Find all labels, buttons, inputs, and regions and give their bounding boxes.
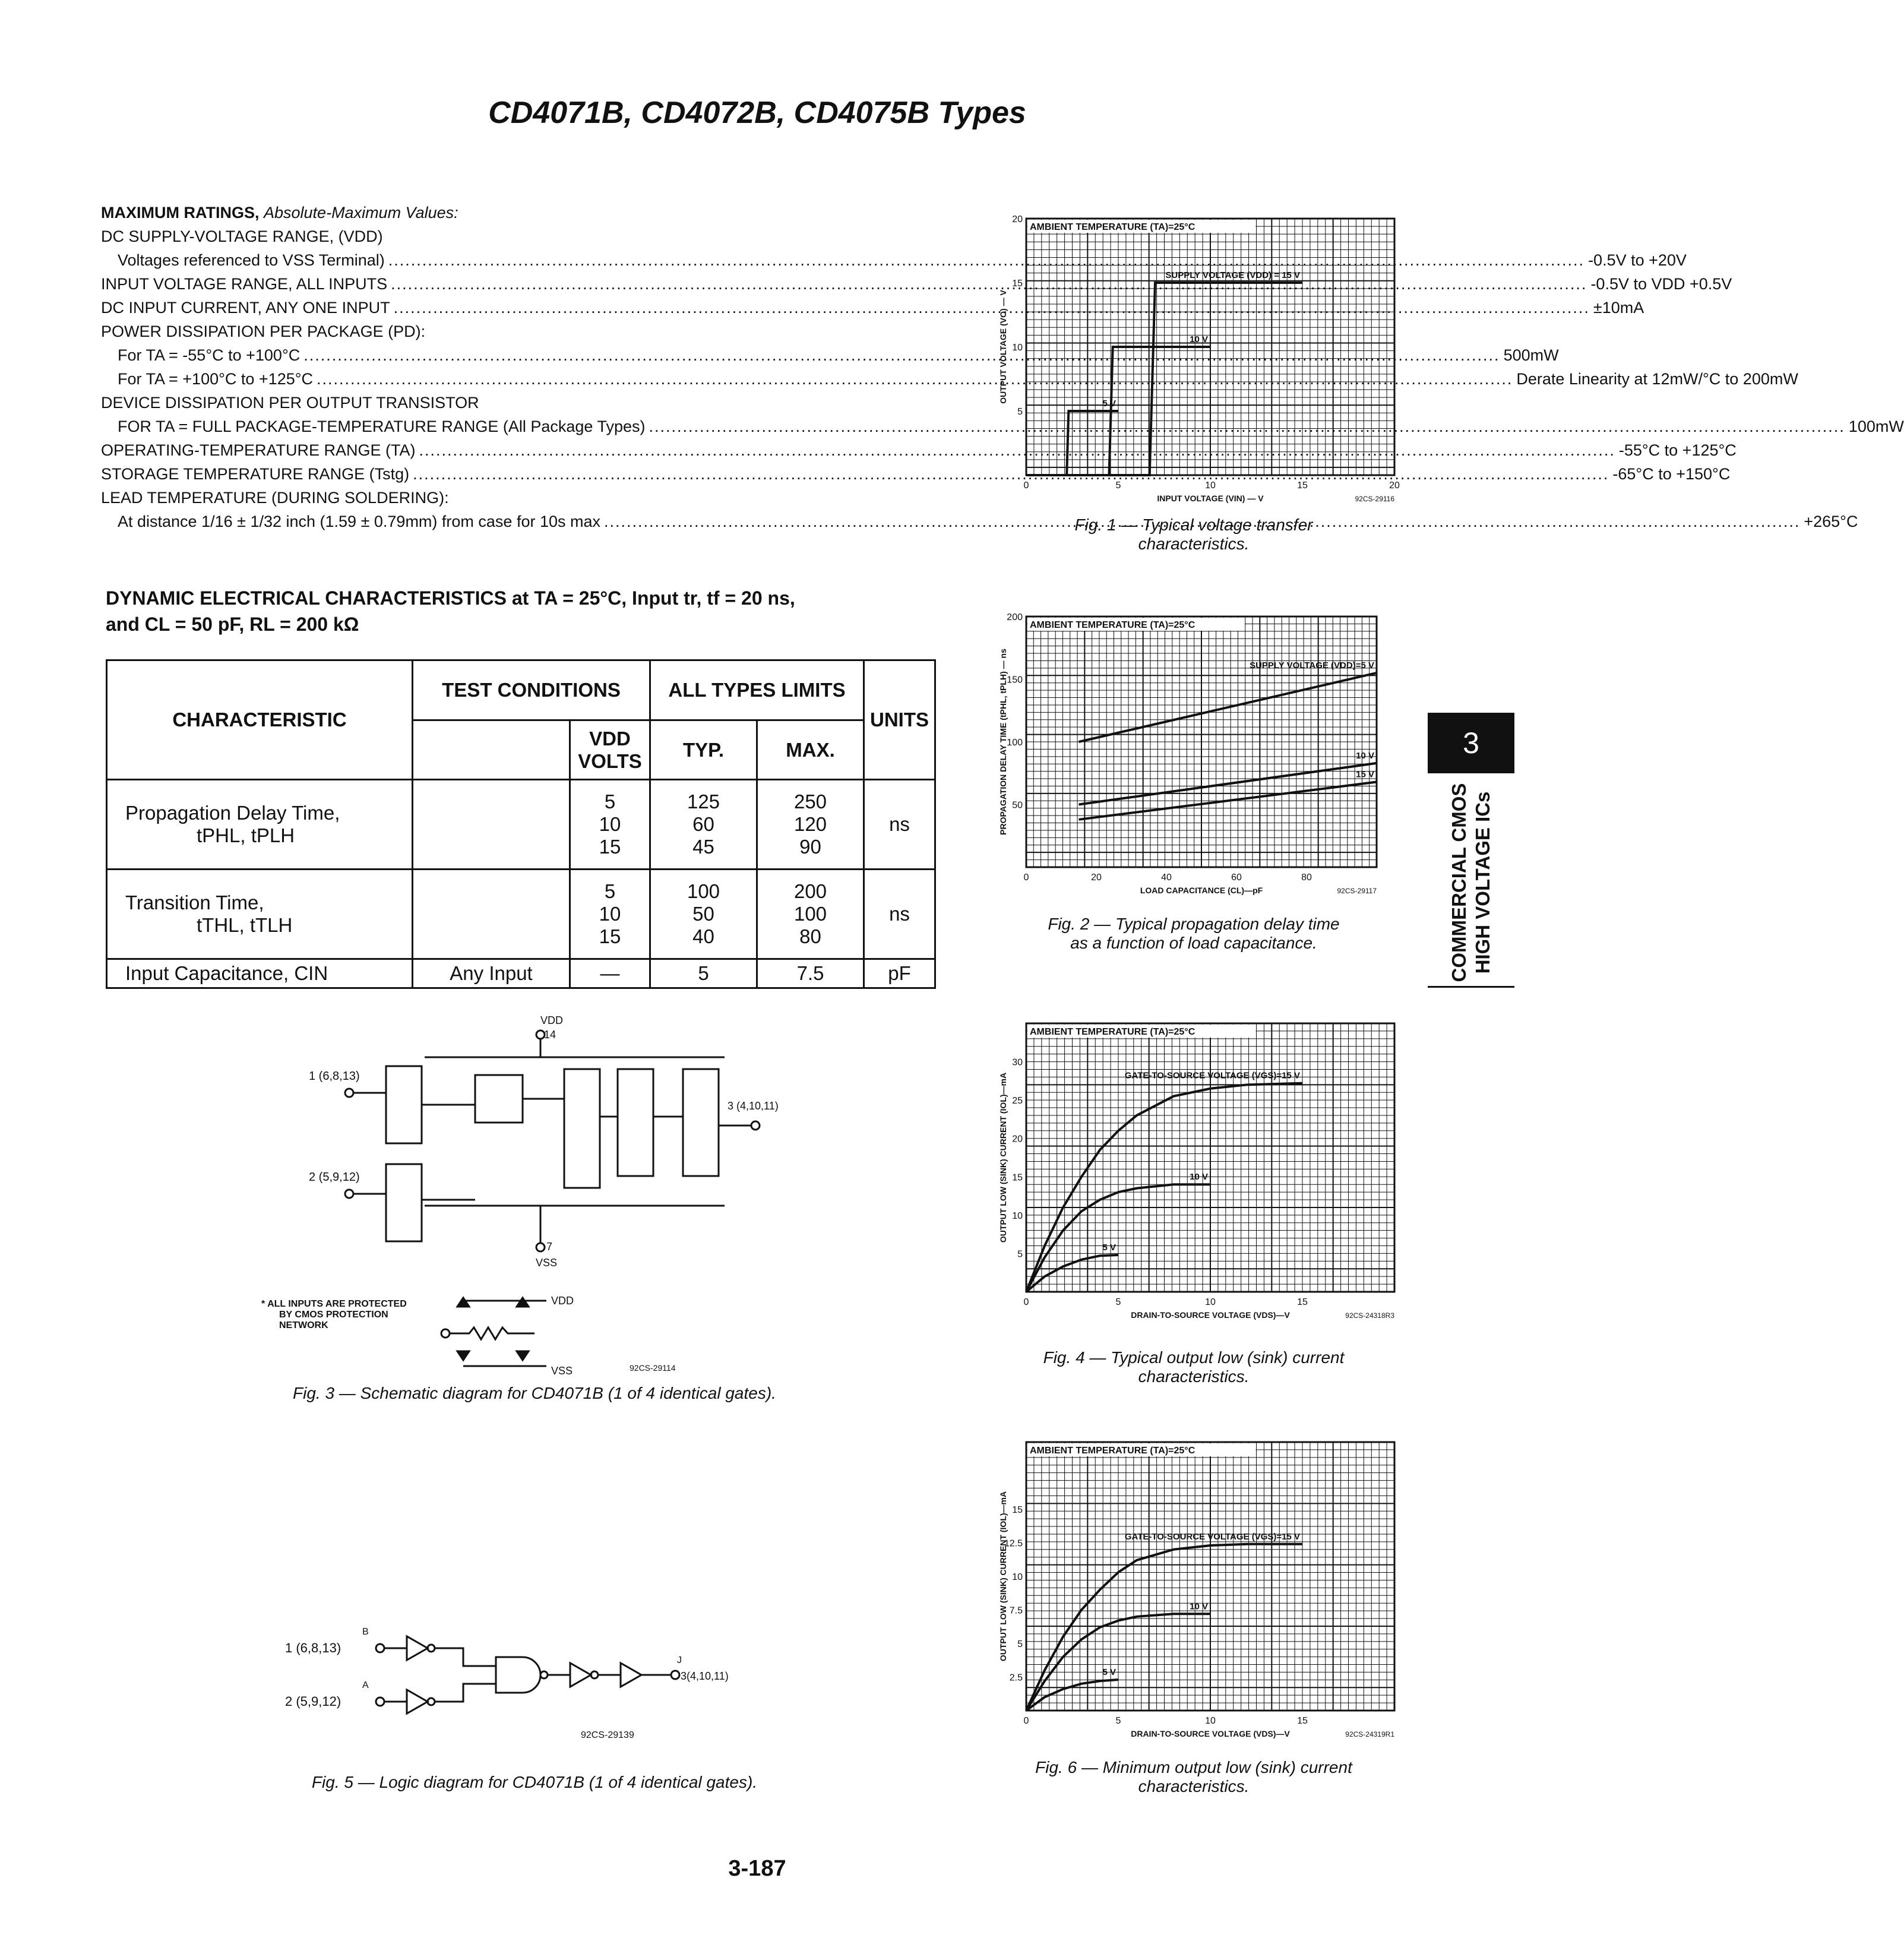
fig3-note-line2: BY CMOS PROTECTION	[279, 1310, 388, 1320]
y-tick-label: 5	[1017, 1249, 1023, 1260]
fig1-caption-line2: characteristics.	[1138, 535, 1250, 553]
col-typ: TYP.	[650, 720, 757, 780]
y-tick-label: 12.5	[1004, 1538, 1023, 1549]
cell-characteristic	[107, 870, 413, 959]
y-tick-label: 10	[1012, 1572, 1023, 1582]
cell-characteristic-text: Propagation Delay Time,	[125, 802, 340, 824]
rating-label: OPERATING-TEMPERATURE RANGE (TA)	[101, 441, 416, 459]
fig3-vdd-label: VDD	[540, 1014, 564, 1026]
fig5-input2-terminal	[376, 1697, 384, 1706]
rating-label: For TA = +100°C to +125°C	[118, 370, 314, 388]
cell-units	[864, 780, 935, 870]
table-row	[107, 870, 935, 959]
section-number: 3	[1428, 713, 1514, 773]
series-label: 15 V	[1356, 769, 1374, 780]
table-row	[107, 959, 935, 988]
figure-code: 92CS-24319R1	[1345, 1730, 1394, 1738]
x-tick-label: 10	[1205, 480, 1216, 491]
cell-typ-text: 50	[692, 903, 714, 925]
col-vdd-volts: VDD VOLTS	[570, 720, 650, 780]
fig3-prot-vss: VSS	[551, 1365, 573, 1377]
fig6-caption-line1: Fig. 6 — Minimum output low (sink) current	[1035, 1758, 1352, 1776]
fig3-schematic	[261, 1010, 831, 1414]
rating-label: LEAD TEMPERATURE (DURING SOLDERING):	[101, 489, 449, 507]
fig5-buffer	[621, 1663, 641, 1687]
fig1-chart	[991, 214, 1400, 523]
cell-units	[864, 959, 935, 988]
x-tick-label: 5	[1115, 1716, 1121, 1726]
cell-typ	[650, 780, 757, 870]
x-tick-label: 10	[1205, 1297, 1216, 1307]
rating-value: ±10mA	[1593, 299, 1644, 317]
fig1-caption-line1: Fig. 1 — Typical voltage transfer	[1074, 516, 1313, 534]
fig1-caption	[1004, 516, 1384, 554]
y-axis-label: OUTPUT LOW (SINK) CURRENT (IOL)—mA	[998, 1072, 1008, 1243]
cell-units-text: pF	[888, 962, 911, 984]
rating-value: Derate Linearity at 12mW/°C to 200mW	[1516, 370, 1798, 388]
x-tick-label: 0	[1023, 480, 1029, 491]
x-tick-label: 0	[1023, 1716, 1029, 1726]
y-tick-label: 150	[1007, 675, 1023, 685]
rating-label: Voltages referenced to VSS Terminal)	[118, 251, 385, 269]
rating-leader-dots	[388, 248, 1584, 272]
section-line1: COMMERCIAL CMOS	[1448, 783, 1470, 982]
cell-vdd	[570, 870, 650, 959]
x-tick-label: 60	[1231, 872, 1242, 883]
rating-line	[101, 391, 956, 415]
x-axis-label: DRAIN-TO-SOURCE VOLTAGE (VDS)—V	[1131, 1729, 1290, 1738]
cell-max-text: 120	[793, 813, 827, 835]
cell-vdd	[570, 780, 650, 870]
y-axis-label: PROPAGATION DELAY TIME (tPHL, tPLH) — ns	[998, 649, 1008, 835]
fig5-wire-3	[435, 1648, 496, 1666]
rating-line	[101, 343, 1559, 367]
x-tick-label: 15	[1297, 1297, 1308, 1307]
rating-line	[101, 415, 1904, 438]
fig2-chart	[991, 612, 1383, 915]
rating-value: 100mW	[1848, 418, 1904, 435]
x-tick-label: 20	[1389, 480, 1400, 491]
fig6-caption-line2: characteristics.	[1138, 1777, 1250, 1795]
x-tick-label: 5	[1115, 1297, 1121, 1307]
rating-line	[101, 225, 956, 248]
fig5-output: 3(4,10,11)	[681, 1670, 729, 1682]
y-tick-label: 100	[1007, 738, 1023, 748]
fig3-output-terminal	[751, 1121, 760, 1130]
x-tick-label: 20	[1091, 872, 1102, 883]
fig3-prot-diode-2	[517, 1298, 529, 1307]
y-tick-label: 10	[1012, 343, 1023, 353]
figure-code: 92CS-29116	[1355, 495, 1394, 503]
cell-typ	[650, 870, 757, 959]
rating-line	[101, 486, 956, 510]
fig2-caption-line2: as a function of load capacitance.	[1070, 934, 1317, 952]
figure-code: 92CS-24318R3	[1345, 1311, 1394, 1320]
rating-value: -0.5V to VDD +0.5V	[1590, 275, 1732, 293]
fig3-stage2	[564, 1069, 600, 1188]
fig3-prot-resistor	[450, 1327, 534, 1339]
fig6-chart	[991, 1437, 1400, 1758]
col-units: UNITS	[864, 660, 935, 780]
fig5-nand-gate	[496, 1657, 540, 1693]
cell-vdd-text: 15	[599, 836, 621, 858]
cell-characteristic-text: Input Capacitance, CIN	[125, 962, 328, 984]
y-tick-label: 2.5	[1009, 1673, 1023, 1683]
series-label: 10 V	[1190, 1601, 1208, 1612]
fig6-caption	[1004, 1758, 1384, 1796]
chart-title: AMBIENT TEMPERATURE (TA)=25°C	[1030, 1446, 1195, 1456]
x-axis-label: DRAIN-TO-SOURCE VOLTAGE (VDS)—V	[1131, 1310, 1290, 1320]
rating-leader-dots	[391, 272, 1587, 296]
fig3-input-stage-b	[386, 1164, 422, 1241]
fig3-vss-terminal	[536, 1243, 545, 1251]
table-row	[107, 780, 935, 870]
y-tick-label: 5	[1017, 407, 1023, 417]
fig3-pin14: 14	[544, 1029, 556, 1041]
fig5-label-j: J	[677, 1655, 682, 1665]
fig3-pin7: 7	[546, 1241, 553, 1253]
rating-value: -65°C to +150°C	[1612, 465, 1731, 483]
y-tick-label: 25	[1012, 1096, 1023, 1107]
rating-value: +265°C	[1804, 513, 1858, 530]
fig4-caption-line2: characteristics.	[1138, 1367, 1250, 1386]
ratings-heading	[101, 201, 956, 225]
rating-label: At distance 1/16 ± 1/32 inch (1.59 ± 0.79mm) from case for 10s max	[118, 513, 601, 530]
cell-vdd-text: 5	[604, 791, 616, 813]
cell-max-text: 7.5	[796, 962, 824, 984]
cell-typ-text: 60	[692, 813, 714, 835]
fig5-input1: 1 (6,8,13)	[285, 1640, 341, 1655]
col-characteristic: CHARACTERISTIC	[107, 660, 413, 780]
x-tick-label: 0	[1023, 1297, 1029, 1307]
series-label: 5 V	[1102, 1243, 1116, 1253]
rating-line	[101, 320, 956, 343]
x-tick-label: 15	[1297, 480, 1308, 491]
x-tick-label: 40	[1161, 872, 1172, 883]
fig4-caption	[1004, 1348, 1384, 1386]
series-label: 10 V	[1190, 1172, 1208, 1183]
cell-condition-text: Any Input	[450, 962, 533, 984]
fig3-prot-input	[441, 1329, 450, 1338]
cell-vdd-text: 15	[599, 925, 621, 947]
col-max: MAX.	[757, 720, 864, 780]
cell-symbol: tPHL, tPLH	[197, 824, 295, 846]
cell-symbol: tTHL, tTLH	[197, 914, 293, 936]
series-label: 5 V	[1102, 399, 1116, 409]
y-tick-label: 15	[1012, 279, 1023, 289]
series-label: 10 V	[1190, 334, 1208, 344]
cell-condition	[413, 780, 570, 870]
cell-typ-text: 100	[687, 880, 720, 902]
fig3-prot-vdd: VDD	[551, 1295, 574, 1307]
cell-condition	[413, 959, 570, 988]
fig4-chart	[991, 1019, 1400, 1339]
cell-typ-text: 45	[692, 836, 714, 858]
rating-value: -55°C to +125°C	[1618, 441, 1737, 459]
dynamic-heading-line2: and CL = 50 pF, RL = 200 kΩ	[106, 614, 359, 635]
x-axis-label: LOAD CAPACITANCE (CL)—pF	[1140, 886, 1263, 895]
cell-vdd-text: 10	[599, 903, 621, 925]
fig5-output-terminal	[671, 1671, 679, 1679]
figure-code: 92CS-29117	[1337, 887, 1377, 895]
fig3-code: 92CS-29114	[630, 1363, 676, 1373]
x-tick-label: 5	[1115, 480, 1121, 491]
fig3-input1-terminal	[345, 1089, 353, 1097]
y-tick-label: 30	[1012, 1057, 1023, 1068]
fig3-input1-label: 1 (6,8,13)	[309, 1070, 360, 1083]
series-label: 5 V	[1102, 1667, 1116, 1678]
y-axis-label: OUTPUT LOW (SINK) CURRENT (IOL)—mA	[998, 1491, 1008, 1662]
section-side-text	[1447, 783, 1495, 982]
y-tick-label: 15	[1012, 1505, 1023, 1515]
fig3-prot-diode-3	[457, 1351, 469, 1360]
cell-condition	[413, 870, 570, 959]
fig5-caption: Fig. 5 — Logic diagram for CD4071B (1 of 4 identical gates).	[311, 1773, 758, 1791]
fig3-vdd-terminal	[536, 1030, 545, 1039]
page-title: CD4071B, CD4072B, CD4075B Types	[488, 96, 1026, 130]
series-line	[1079, 763, 1377, 805]
cell-vdd-text: —	[600, 962, 620, 984]
fig5-wire-4	[435, 1684, 496, 1702]
y-tick-label: 15	[1012, 1172, 1023, 1183]
fig3-prot-diode-4	[517, 1351, 529, 1360]
fig4-caption-line1: Fig. 4 — Typical output low (sink) current	[1043, 1348, 1345, 1367]
series-label: 10 V	[1356, 750, 1374, 761]
section-side-label	[1428, 779, 1514, 988]
series-label: SUPPLY VOLTAGE (VDD) = 15 V	[1165, 270, 1300, 280]
cell-max	[757, 870, 864, 959]
rating-label: DEVICE DISSIPATION PER OUTPUT TRANSISTOR	[101, 394, 479, 412]
col-all-types-limits: ALL TYPES LIMITS	[650, 660, 864, 720]
chart-title: AMBIENT TEMPERATURE (TA)=25°C	[1030, 222, 1195, 232]
fig5-label-a: A	[362, 1680, 369, 1690]
x-tick-label: 0	[1023, 872, 1029, 883]
y-axis-label: OUTPUT VOLTAGE (VO) — V	[998, 290, 1008, 404]
cell-units	[864, 870, 935, 959]
dynamic-heading-line1: DYNAMIC ELECTRICAL CHARACTERISTICS at TA = 25°C, Input tr, tf = 20 ns,	[106, 587, 795, 609]
rating-label: INPUT VOLTAGE RANGE, ALL INPUTS	[101, 275, 388, 293]
col-test-conditions: TEST CONDITIONS	[413, 660, 650, 720]
page-number: 3-187	[728, 1856, 786, 1881]
y-tick-label: 20	[1012, 214, 1023, 225]
cell-vdd	[570, 959, 650, 988]
cell-max-text: 250	[793, 791, 827, 813]
fig3-vss-label: VSS	[536, 1257, 558, 1269]
rating-label: STORAGE TEMPERATURE RANGE (Tstg)	[101, 465, 410, 483]
cell-characteristic	[107, 959, 413, 988]
cell-max	[757, 780, 864, 870]
fig2-caption	[1004, 915, 1384, 953]
section-tab	[1428, 713, 1514, 986]
fig5-inverter-2	[407, 1690, 428, 1714]
x-tick-label: 10	[1205, 1716, 1216, 1726]
fig5-label-b: B	[362, 1627, 369, 1637]
ratings-heading-text: MAXIMUM RATINGS,	[101, 204, 260, 222]
rating-line	[101, 438, 1737, 462]
chart-title: AMBIENT TEMPERATURE (TA)=25°C	[1030, 1027, 1195, 1037]
fig3-input2-label: 2 (5,9,12)	[309, 1171, 360, 1184]
cell-max-text: 90	[799, 836, 821, 858]
ratings-heading-italic: Absolute-Maximum Values:	[264, 204, 458, 222]
series-label: GATE-TO-SOURCE VOLTAGE (VGS)=15 V	[1124, 1531, 1300, 1542]
col-test-blank	[413, 720, 570, 780]
x-axis-label: INPUT VOLTAGE (VIN) — V	[1157, 494, 1264, 503]
fig3-prot-diode-1	[457, 1298, 469, 1307]
fig2-caption-line1: Fig. 2 — Typical propagation delay time	[1048, 915, 1340, 933]
cell-vdd-text: 5	[604, 880, 616, 902]
section-line2: HIGH VOLTAGE ICs	[1472, 791, 1494, 974]
fig5-inverter-3	[570, 1663, 591, 1687]
rating-value: 500mW	[1503, 346, 1559, 364]
fig3-note-line3: NETWORK	[279, 1320, 328, 1330]
series-label: GATE-TO-SOURCE VOLTAGE (VGS)=15 V	[1124, 1070, 1300, 1081]
fig5-nand-bubble	[540, 1671, 548, 1678]
fig3-input-stage-a	[386, 1066, 422, 1143]
rating-line	[101, 248, 1687, 272]
cell-vdd-text: 10	[599, 813, 621, 835]
cell-typ-text: 125	[687, 791, 720, 813]
fig5-inverter-1	[407, 1636, 428, 1660]
fig5-input2: 2 (5,9,12)	[285, 1694, 341, 1709]
dynamic-characteristics-table	[106, 659, 936, 989]
cell-max	[757, 959, 864, 988]
fig5-logic	[279, 1598, 766, 1746]
fig3-nor-pair	[475, 1075, 523, 1123]
y-tick-label: 20	[1012, 1134, 1023, 1145]
dynamic-characteristics-heading	[106, 585, 848, 637]
cell-characteristic	[107, 780, 413, 870]
fig3-stage3	[618, 1069, 653, 1176]
cell-characteristic-text: Transition Time,	[125, 892, 264, 913]
fig3-output-stage	[683, 1069, 719, 1176]
cell-max-text: 100	[793, 903, 827, 925]
y-tick-label: 200	[1007, 612, 1023, 622]
cell-max-text: 80	[799, 925, 821, 947]
x-tick-label: 80	[1301, 872, 1312, 883]
series-line	[1079, 673, 1377, 742]
rating-label: DC INPUT CURRENT, ANY ONE INPUT	[101, 299, 390, 317]
cell-typ-text: 40	[692, 925, 714, 947]
fig5-input1-terminal	[376, 1644, 384, 1652]
y-tick-label: 5	[1017, 1639, 1023, 1649]
cell-max-text: 200	[793, 880, 827, 902]
rating-line	[101, 367, 1798, 391]
y-tick-label: 7.5	[1009, 1605, 1023, 1616]
y-tick-label: 50	[1012, 800, 1023, 811]
cell-units-text: ns	[889, 813, 910, 835]
rating-label: For TA = -55°C to +100°C	[118, 346, 301, 364]
rating-label: POWER DISSIPATION PER PACKAGE (PD):	[101, 323, 426, 340]
cell-typ-text: 5	[698, 962, 709, 984]
fig3-caption: Fig. 3 — Schematic diagram for CD4071B (1 of 4 identical gates).	[293, 1384, 776, 1402]
x-tick-label: 15	[1297, 1716, 1308, 1726]
fig3-output-label: 3 (4,10,11)	[728, 1100, 779, 1112]
fig3-note-line1: * ALL INPUTS ARE PROTECTED	[261, 1299, 407, 1309]
rating-label: DC SUPPLY-VOLTAGE RANGE, (VDD)	[101, 227, 383, 245]
rating-label: FOR TA = FULL PACKAGE-TEMPERATURE RANGE (All Package Types)	[118, 418, 646, 435]
cell-typ	[650, 959, 757, 988]
fig3-input2-terminal	[345, 1190, 353, 1198]
y-tick-label: 10	[1012, 1210, 1023, 1221]
rating-line	[101, 296, 1644, 320]
cell-units-text: ns	[889, 903, 910, 925]
fig5-code: 92CS-29139	[581, 1730, 634, 1740]
rating-value: -0.5V to +20V	[1588, 251, 1687, 269]
chart-title: AMBIENT TEMPERATURE (TA)=25°C	[1030, 620, 1195, 630]
series-label: SUPPLY VOLTAGE (VDD)=5 V	[1250, 660, 1374, 671]
